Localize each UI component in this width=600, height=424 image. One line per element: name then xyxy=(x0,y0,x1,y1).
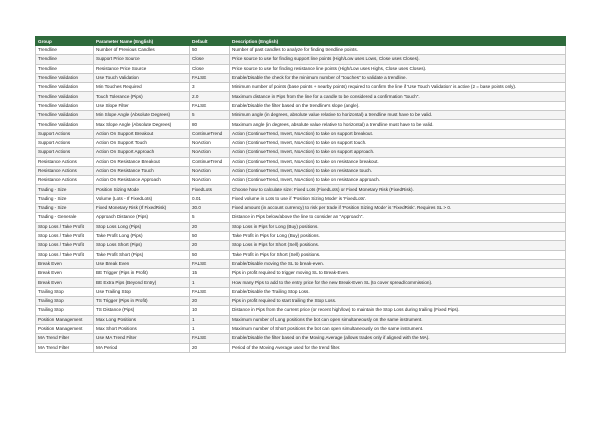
cell-group: Support Actions xyxy=(36,138,94,147)
cell-description: Choose how to calculate size: Fixed Lots (FixedLots) or Fixed Monetary Risk (FixedRisk). xyxy=(230,185,566,194)
header-group: Group xyxy=(36,37,94,46)
cell-group: Trendline Validation xyxy=(36,83,94,92)
cell-default: ContinueTrend xyxy=(190,157,230,166)
table-row xyxy=(36,101,566,110)
cell-description: Enable/Disable the check for the minimum number of "touches" to validate a trendline. xyxy=(230,73,566,82)
cell-default: 1 xyxy=(190,315,230,324)
cell-group: Position Management xyxy=(36,315,94,324)
cell-description: Maximum angle (in degrees, absolute value relative to horizontal) a trendline must have to be valid. xyxy=(230,120,566,129)
cell-default: 80 xyxy=(190,120,230,129)
cell-default: 10 xyxy=(190,306,230,315)
cell-group: Stop Loss / Take Profit xyxy=(36,241,94,250)
cell-parameter-name: Stop Loss Short (Pips) xyxy=(94,241,190,250)
cell-parameter-name: MA Period xyxy=(94,343,190,352)
cell-group: Resistance Actions xyxy=(36,166,94,175)
cell-group: Trendline xyxy=(36,64,94,73)
cell-default: Close xyxy=(190,55,230,64)
cell-parameter-name: Volume (Lots - If FixedLots) xyxy=(94,194,190,203)
cell-description: How many Pips to add to the entry price for the new Break-Even SL (to cover spread/commission). xyxy=(230,278,566,287)
header-parameter-name: Parameter Name (English) xyxy=(94,37,190,46)
table-row xyxy=(36,185,566,194)
cell-default: NoAction xyxy=(190,176,230,185)
cell-description: Stop Loss in Pips for Long (Buy) positions. xyxy=(230,222,566,231)
table-row xyxy=(36,166,566,175)
cell-default: FALSE xyxy=(190,334,230,343)
table-row xyxy=(36,222,566,231)
cell-parameter-name: Take Profit Short (Pips) xyxy=(94,250,190,259)
cell-default: 3 xyxy=(190,83,230,92)
cell-group: Stop Loss / Take Profit xyxy=(36,231,94,240)
cell-group: Trendline xyxy=(36,55,94,64)
table-row xyxy=(36,55,566,64)
table-row xyxy=(36,334,566,343)
cell-parameter-name: Action On Resistance Touch xyxy=(94,166,190,175)
cell-parameter-name: Use Slope Filter xyxy=(94,101,190,110)
cell-default: 15 xyxy=(190,269,230,278)
cell-description: Minimum number of points (base points + nearby points) required to confirm the line if 'Use Touch Validation' is active (2 = base points only). xyxy=(230,83,566,92)
table-body xyxy=(36,46,566,353)
table-row xyxy=(36,259,566,268)
table-header-row xyxy=(36,37,566,46)
table-row xyxy=(36,176,566,185)
table-row xyxy=(36,204,566,213)
table-row xyxy=(36,46,566,55)
cell-parameter-name: Position Sizing Mode xyxy=(94,185,190,194)
cell-description: Enable/Disable moving the SL to break-even. xyxy=(230,259,566,268)
cell-description: Enable/Disable the Trailing Stop Loss. xyxy=(230,287,566,296)
cell-description: Maximum number of Short positions the bot can open simultaneously on the same instrument. xyxy=(230,324,566,333)
cell-default: 30.0 xyxy=(190,204,230,213)
table-row xyxy=(36,287,566,296)
cell-description: Number of past candles to analyze for finding trendline points. xyxy=(230,46,566,55)
cell-group: Stop Loss / Take Profit xyxy=(36,250,94,259)
parameter-table xyxy=(35,36,566,353)
cell-default: FixedLots xyxy=(190,185,230,194)
cell-parameter-name: Min Slope Angle (Absolute Degrees) xyxy=(94,111,190,120)
cell-description: Pips in profit required to start trailing the Stop Loss. xyxy=(230,297,566,306)
cell-default: NoAction xyxy=(190,148,230,157)
cell-group: Resistance Actions xyxy=(36,176,94,185)
cell-parameter-name: Use Break Even xyxy=(94,259,190,268)
cell-group: Support Actions xyxy=(36,129,94,138)
cell-group: Break Even xyxy=(36,269,94,278)
table-row xyxy=(36,324,566,333)
table-row xyxy=(36,297,566,306)
table-row xyxy=(36,83,566,92)
cell-default: 2.0 xyxy=(190,92,230,101)
cell-description: Distance in Pips below/above the line to consider an "Approach". xyxy=(230,213,566,222)
cell-parameter-name: Action On Resistance Approach xyxy=(94,176,190,185)
table-row xyxy=(36,92,566,101)
cell-parameter-name: Action On Resistance Breakout xyxy=(94,157,190,166)
cell-group: Trading - Size xyxy=(36,194,94,203)
table-row xyxy=(36,111,566,120)
cell-default: 1 xyxy=(190,324,230,333)
cell-default: NoAction xyxy=(190,166,230,175)
cell-description: Period of the Moving Average used for the trend filter. xyxy=(230,343,566,352)
cell-default: FALSE xyxy=(190,287,230,296)
cell-parameter-name: Action On Support Touch xyxy=(94,138,190,147)
cell-default: 20 xyxy=(190,222,230,231)
cell-description: Take Profit in Pips for Long (Buy) positions. xyxy=(230,231,566,240)
table-row xyxy=(36,148,566,157)
cell-parameter-name: Max Slope Angle (Absolute Degrees) xyxy=(94,120,190,129)
cell-group: MA Trend Filter xyxy=(36,343,94,352)
cell-group: Trendline Validation xyxy=(36,73,94,82)
cell-parameter-name: Number of Previous Candles xyxy=(94,46,190,55)
table-row xyxy=(36,241,566,250)
cell-parameter-name: Use Trailing Stop xyxy=(94,287,190,296)
table-row xyxy=(36,213,566,222)
cell-default: 20 xyxy=(190,241,230,250)
table-row xyxy=(36,64,566,73)
cell-group: Trendline Validation xyxy=(36,120,94,129)
cell-parameter-name: TS Distance (Pips) xyxy=(94,306,190,315)
cell-parameter-name: Touch Tolerance (Pips) xyxy=(94,92,190,101)
cell-default: 20 xyxy=(190,343,230,352)
cell-description: Pips in profit required to trigger moving SL to Break-Even. xyxy=(230,269,566,278)
table-row xyxy=(36,120,566,129)
cell-description: Take Profit in Pips for Short (Sell) positions. xyxy=(230,250,566,259)
cell-default: FALSE xyxy=(190,101,230,110)
cell-parameter-name: Action On Support Breakout xyxy=(94,129,190,138)
cell-parameter-name: BE Trigger (Pips in Profit) xyxy=(94,269,190,278)
cell-description: Minimum angle (in degrees, absolute value relative to horizontal) a trendline must have to be valid. xyxy=(230,111,566,120)
table-row xyxy=(36,250,566,259)
cell-default: Close xyxy=(190,64,230,73)
cell-parameter-name: Stop Loss Long (Pips) xyxy=(94,222,190,231)
cell-group: Break Even xyxy=(36,278,94,287)
cell-description: Distance in Pips from the current price (or recent high/low) to maintain the Stop Loss during trailing (Fixed Pips). xyxy=(230,306,566,315)
table-row xyxy=(36,306,566,315)
cell-group: Resistance Actions xyxy=(36,157,94,166)
cell-default: NoAction xyxy=(190,138,230,147)
table-row xyxy=(36,73,566,82)
cell-default: 50 xyxy=(190,250,230,259)
cell-description: Action (ContinueTrend, Invert, NoAction) to take on support touch. xyxy=(230,138,566,147)
cell-description: Fixed amount (in account currency) to risk per trade if 'Position Sizing Mode' is 'FixedRisk'. Requires SL > 0. xyxy=(230,204,566,213)
cell-description: Price source to use for finding support line points (High/Low uses Lows, Close uses Closes). xyxy=(230,55,566,64)
table-row xyxy=(36,278,566,287)
cell-parameter-name: Min Touches Required xyxy=(94,83,190,92)
table-row xyxy=(36,194,566,203)
cell-group: Stop Loss / Take Profit xyxy=(36,222,94,231)
cell-description: Action (ContinueTrend, Invert, NoAction) to take on resistance breakout. xyxy=(230,157,566,166)
cell-description: Action (ContinueTrend, Invert, NoAction) to take on support breakout. xyxy=(230,129,566,138)
cell-description: Fixed volume in Lots to use if 'Position Sizing Mode' is 'FixedLots'. xyxy=(230,194,566,203)
parameter-table-container xyxy=(35,36,565,353)
cell-group: Position Management xyxy=(36,324,94,333)
cell-group: Support Actions xyxy=(36,148,94,157)
cell-parameter-name: Max Long Positions xyxy=(94,315,190,324)
table-row xyxy=(36,129,566,138)
cell-parameter-name: Action On Support Approach xyxy=(94,148,190,157)
cell-group: Trading - Size xyxy=(36,185,94,194)
cell-default: 5 xyxy=(190,111,230,120)
cell-group: Trendline Validation xyxy=(36,92,94,101)
cell-group: MA Trend Filter xyxy=(36,334,94,343)
cell-description: Price source to use for finding resistance line points (High/Low uses Highs, Close uses Closes). xyxy=(230,64,566,73)
table-row xyxy=(36,157,566,166)
cell-parameter-name: Approach Distance (Pips) xyxy=(94,213,190,222)
cell-parameter-name: BE Extra Pips (Beyond Entry) xyxy=(94,278,190,287)
cell-parameter-name: Use Touch Validation xyxy=(94,73,190,82)
cell-group: Trailing Stop xyxy=(36,297,94,306)
cell-parameter-name: Resistance Price Source xyxy=(94,64,190,73)
cell-description: Maximum number of Long positions the bot can open simultaneously on the same instrument. xyxy=(230,315,566,324)
cell-group: Break Even xyxy=(36,259,94,268)
cell-group: Trendline Validation xyxy=(36,101,94,110)
cell-description: Action (ContinueTrend, Invert, NoAction) to take on support approach. xyxy=(230,148,566,157)
cell-default: 1 xyxy=(190,278,230,287)
cell-parameter-name: Max Short Positions xyxy=(94,324,190,333)
cell-default: FALSE xyxy=(190,259,230,268)
cell-description: Stop Loss in Pips for Short (Sell) positions. xyxy=(230,241,566,250)
cell-default: ContinueTrend xyxy=(190,129,230,138)
table-row xyxy=(36,138,566,147)
cell-description: Action (ContinueTrend, Invert, NoAction) to take on resistance touch. xyxy=(230,166,566,175)
cell-group: Trading - Generale xyxy=(36,213,94,222)
table-row xyxy=(36,269,566,278)
table-row xyxy=(36,315,566,324)
table-row xyxy=(36,231,566,240)
cell-default: 50 xyxy=(190,46,230,55)
cell-description: Action (ContinueTrend, Invert, NoAction) to take on resistance approach. xyxy=(230,176,566,185)
cell-default: 50 xyxy=(190,231,230,240)
cell-description: Maximum distance in Pips from the line for a candle to be considered a confirmation "touch". xyxy=(230,92,566,101)
cell-group: Trailing Stop xyxy=(36,306,94,315)
cell-parameter-name: Take Profit Long (Pips) xyxy=(94,231,190,240)
cell-description: Enable/Disable the filter based on the Moving Average (allows trades only if aligned with the MA). xyxy=(230,334,566,343)
cell-group: Trendline Validation xyxy=(36,111,94,120)
cell-description: Enable/Disable the filter based on the trendline's slope (angle). xyxy=(230,101,566,110)
header-description: Description (English) xyxy=(230,37,566,46)
cell-default: 0.01 xyxy=(190,194,230,203)
cell-group: Trading - Size xyxy=(36,204,94,213)
cell-group: Trailing Stop xyxy=(36,287,94,296)
cell-parameter-name: Support Price Source xyxy=(94,55,190,64)
cell-default: 20 xyxy=(190,297,230,306)
table-row xyxy=(36,343,566,352)
cell-parameter-name: Use MA Trend Filter xyxy=(94,334,190,343)
cell-parameter-name: Fixed Monetary Risk (If FixedRisk) xyxy=(94,204,190,213)
cell-parameter-name: TS Trigger (Pips in Profit) xyxy=(94,297,190,306)
cell-default: 5 xyxy=(190,213,230,222)
cell-default: FALSE xyxy=(190,73,230,82)
header-default: Default xyxy=(190,37,230,46)
cell-group: Trendline xyxy=(36,46,94,55)
